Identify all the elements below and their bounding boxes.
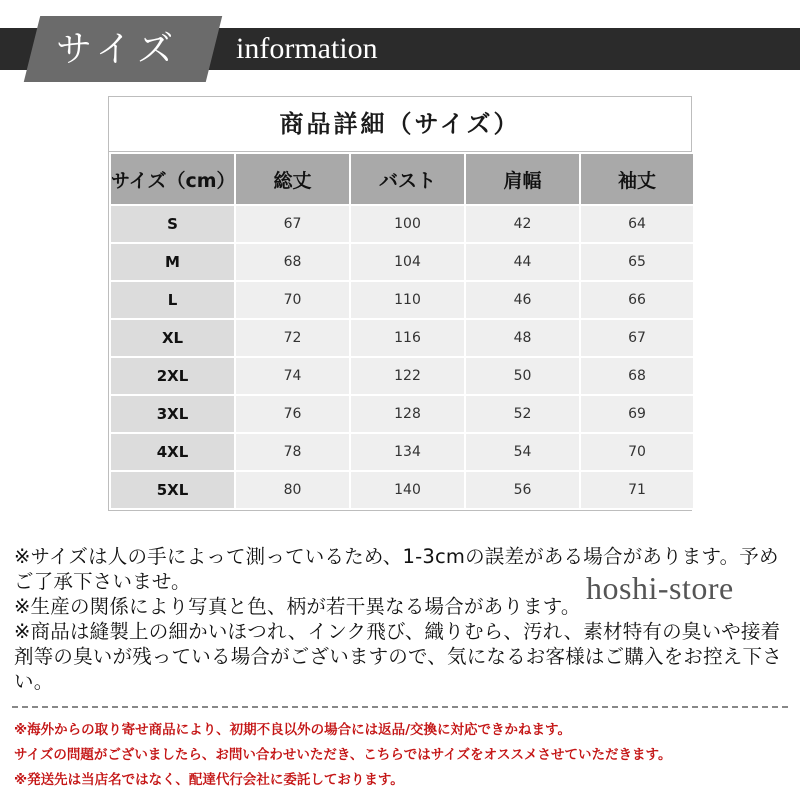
- table-row: [110, 395, 694, 433]
- size-label: 2XL: [110, 357, 235, 395]
- shoulder-value: 46: [465, 281, 580, 319]
- table-row: [110, 281, 694, 319]
- size-label: L: [110, 281, 235, 319]
- header-info-label: information: [236, 32, 378, 65]
- bust-value: 128: [350, 395, 465, 433]
- length-value: 70: [235, 281, 350, 319]
- column-header-shoulder: 肩幅: [465, 153, 580, 205]
- shoulder-value: 42: [465, 205, 580, 243]
- shoulder-value: 44: [465, 243, 580, 281]
- table-row: [110, 243, 694, 281]
- sleeve-value: 65: [580, 243, 694, 281]
- size-label: 5XL: [110, 471, 235, 509]
- sleeve-value: 68: [580, 357, 694, 395]
- shoulder-value: 52: [465, 395, 580, 433]
- sleeve-value: 71: [580, 471, 694, 509]
- size-notes: ※サイズは人の手によって測っているため、1-3cmの誤差がある場合があります。予めご了承下さいませ。 ※生産の関係により写真と色、柄が若干異なる場合があります。 ※商品は縫製上の細かいほつれ、インク飛び、織りむら、汚れ、素材特有の臭いや接着剤等の臭いが残っている場合がございますので、気になるお客様はご購入をお控え下さい。: [14, 545, 782, 693]
- column-header-size: サイズ（cm）: [110, 153, 235, 205]
- length-value: 68: [235, 243, 350, 281]
- size-label: 4XL: [110, 433, 235, 471]
- table-row: [110, 433, 694, 471]
- sleeve-value: 69: [580, 395, 694, 433]
- shoulder-value: 48: [465, 319, 580, 357]
- table-row: [110, 319, 694, 357]
- size-label: XL: [110, 319, 235, 357]
- sleeve-value: 70: [580, 433, 694, 471]
- length-value: 80: [235, 471, 350, 509]
- store-watermark: hoshi-store: [586, 570, 734, 606]
- size-label: S: [110, 205, 235, 243]
- size-table: [108, 96, 692, 511]
- table-row: [110, 357, 694, 395]
- table-title: 商品詳細（サイズ）: [109, 97, 691, 152]
- shoulder-value: 54: [465, 433, 580, 471]
- header-tab-label: サイズ: [56, 29, 180, 70]
- column-header-sleeve: 袖丈: [580, 153, 694, 205]
- bust-value: 100: [350, 205, 465, 243]
- bust-value: 140: [350, 471, 465, 509]
- bust-value: 116: [350, 319, 465, 357]
- bust-value: 110: [350, 281, 465, 319]
- sleeve-value: 64: [580, 205, 694, 243]
- length-value: 74: [235, 357, 350, 395]
- bust-value: 104: [350, 243, 465, 281]
- length-value: 76: [235, 395, 350, 433]
- table-row: [110, 471, 694, 509]
- shoulder-value: 50: [465, 357, 580, 395]
- column-header-length: 総丈: [235, 153, 350, 205]
- bust-value: 134: [350, 433, 465, 471]
- length-value: 67: [235, 205, 350, 243]
- header-row: [110, 153, 694, 205]
- table-row: [110, 205, 694, 243]
- size-grid: [109, 152, 695, 510]
- bust-value: 122: [350, 357, 465, 395]
- sleeve-value: 67: [580, 319, 694, 357]
- shoulder-value: 56: [465, 471, 580, 509]
- notes-divider: [12, 706, 788, 708]
- size-label: 3XL: [110, 395, 235, 433]
- column-header-bust: バスト: [350, 153, 465, 205]
- length-value: 78: [235, 433, 350, 471]
- shipping-notes: ※海外からの取り寄せ商品により、初期不良以外の場合には返品/交換に対応できかねます。 サイズの問題がございましたら、お問い合わせいただき、こちらではサイズをオススメさせていただきます。 ※発送先は当店名ではなく、配達代行会社に委託しております。: [14, 722, 672, 788]
- sleeve-value: 66: [580, 281, 694, 319]
- size-label: M: [110, 243, 235, 281]
- length-value: 72: [235, 319, 350, 357]
